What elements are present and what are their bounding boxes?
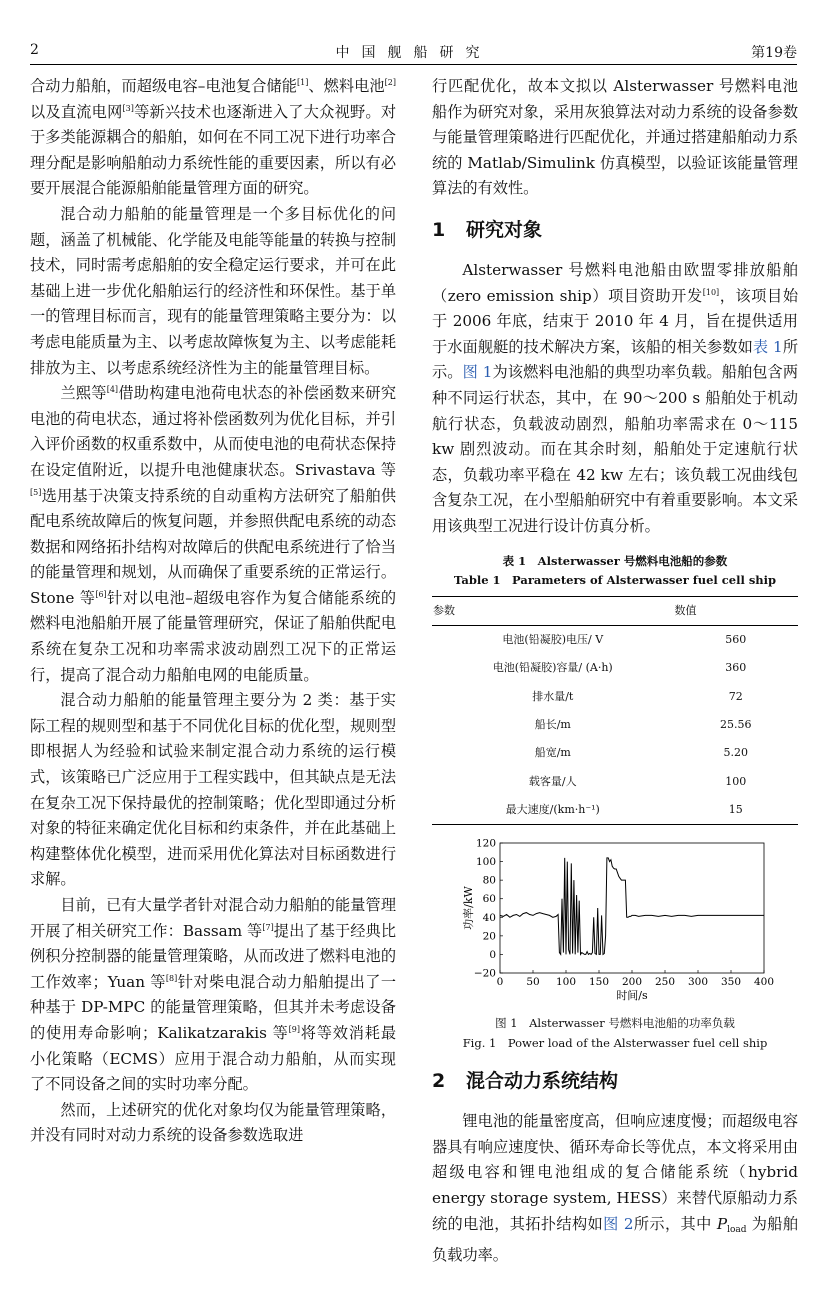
left-column (30, 74, 396, 1149)
table-row: 电池(铅凝胶)容量/ (A·h) 360 (492, 661, 747, 675)
paragraph: 然而，上述研究的优化对象均仅为能量管理策略，并没有同时对动力系统的设备参数选取进 (30, 1100, 396, 1145)
x-tick-label: 150 (588, 976, 610, 989)
section-heading-2: 2 混合动力系统结构 (432, 1070, 619, 1093)
table-header: 数值 (674, 596, 798, 625)
x-tick-label: 0 (496, 976, 504, 989)
table-row: 电池(铅凝胶)电压/ V 560 (502, 632, 747, 646)
paragraph: 锂电池的能量密度高，但响应速度慢；而超级电容器具有响应速度快、循环寿命长等优点，本文将采用由超级电容和锂电池组成的复合储能系统（hybrid energy storage system, HESS）来替代原船动力系统的电池，其拓扑结构如图 2所示，其中 $P_{load}$ 为船舶负载功率。 (432, 1112, 799, 1265)
parameters-table (432, 596, 798, 826)
power-load-chart (432, 833, 798, 1013)
paragraph: 兰熙等[4]借助构建电池荷电状态的补偿函数来研究电池的荷电状态，通过将补偿函数列为优化目标，并引入评价函数的权重系数中，从而使电池的电荷状态保持在设定值附近，以提升电池健康状态。Srivastava 等[5]选用基于决策支持系统的自动重构方法研究了船舶供配电系统故障后的恢复问题，并参照供配电系统的动态数据和网络拓扑结构对故障后的供配电系统进行了恰当的能量管理和规划，从而确保了重要系统的正常运行。Stone 等[6]针对以电池–超级电容作为复合储能系统的燃料电池船舶开展了能量管理研究，保证了船舶供配电系统在复杂工况和功率需求波动剧烈工况下的正常运行，提高了混合动力船舶电网的电能质量。 (30, 384, 397, 684)
x-tick-label: 50 (526, 976, 540, 989)
x-tick-label: 400 (753, 976, 775, 989)
paragraph: 混合动力船舶的能量管理主要分为 2 类：基于实际工程的规则型和基于不同优化目标的优化型，规则型即根据人为经验和试验来制定混合动力系统的运行模式，该策略已广泛应用于工程实践中，但其缺点是无法在复杂工况下保持最优的控制策略；优化型即通过分析对象的特征来确定优化目标和约束条件，并在此基础上构建整体优化模型，进而采用优化算法对目标函数进行求解。 (30, 691, 396, 889)
table-header: 参数 (432, 596, 674, 625)
table-row: 船长/m 25.56 (534, 718, 752, 732)
y-tick-label: 0 (489, 949, 496, 962)
table-row: 船宽/m 5.20 (534, 746, 749, 760)
series-line-0 (500, 858, 764, 955)
figure-2-link[interactable]: 图 2 (603, 1214, 634, 1233)
y-axis-label: 功率/kW (462, 886, 475, 931)
citation-6[interactable]: [6] (95, 589, 107, 599)
table-row: 最大速度/(km·h⁻¹) 15 (432, 796, 798, 825)
citation-9[interactable]: [9] (288, 1024, 300, 1034)
page-header (30, 42, 797, 64)
y-tick-label: 40 (482, 912, 496, 925)
citation-3[interactable]: [3] (122, 103, 134, 113)
plot-frame (500, 843, 764, 973)
paragraph: 合动力船舶，而超级电容–电池复合储能[1]、燃料电池[2]以及直流电网[3]等新兴技术也逐渐进入了大众视野。对于多类能源耦合的船舶，如何在不同工况下进行功率合理分配是影响船舶动力系统性能的重要因素，所以有必要开展混合能源船舶能量管理方面的研究。 (30, 77, 397, 198)
paragraph: 混合动力船舶的能量管理是一个多目标优化的问题，涵盖了机械能、化学能及电能等能量的转换与控制技术，同时需考虑船舶的安全稳定运行要求，并可在此基础上进一步优化船舶运行的经济性和环保性。基于单一的管理目标而言，现有的能量管理策略主要分为：以考虑电能质量为主、以考虑故障恢复为主、以考虑能耗排放为主、以考虑系统经济性为主的能量管理目标。 (30, 204, 396, 377)
x-axis-label: 时间/s (616, 989, 648, 1003)
citation-1[interactable]: [1] (296, 77, 309, 87)
paragraph: 行匹配优化，故本文拟以 Alsterwasser 号燃料电池船作为研究对象，采用灰狼算法对动力系统的设备参数与能量管理策略进行匹配优化，并通过搭建船舶动力系统的 Matlab/Simulink 仿真模型，以验证该能量管理算法的有效性。 (432, 77, 798, 198)
x-tick-label: 100 (555, 976, 577, 989)
table-caption: 表 1 Alsterwasser 号燃料电池船的参数 Table 1 Parameters of Alsterwasser fuel cell ship (453, 553, 777, 587)
y-tick-label: 120 (475, 837, 496, 850)
citation-4[interactable]: [4] (106, 385, 119, 395)
y-tick-label: 20 (482, 930, 496, 943)
x-tick-label: 250 (654, 976, 676, 989)
citation-8[interactable]: [8] (165, 973, 178, 983)
volume-label: 第19卷 (751, 45, 797, 61)
journal-title: 中国舰船研究 (335, 45, 492, 61)
figure-1-link[interactable]: 图 1 (462, 363, 493, 382)
paragraph: Alsterwasser 号燃料电池船由欧盟零排放船舶（zero emission ship）项目资助开发[10]，该项目始于 2006 年底，结束于 2010 年 4 月，旨在提供适用于水面舰艇的技术解决方案，该船的相关参数如表 1所示。图 1为该燃料电池船的典型功率负载。船舶包含两种不同运行状态，其中，在 90～200 s 船舶处于机动航行状态，负载波动剧烈，船舶功率需求在 0～115 kw 剧烈波动。而在其余时刻，船舶处于定速航行状态，负载功率平稳在 42 kw 左右；该负载工况曲线包含复杂工况，在小型船舶研究中有着重要影响。本文采用该典型工况进行设计仿真分析。 (432, 260, 799, 535)
paragraph: 目前，已有大量学者针对混合动力船舶的能量管理开展了相关研究工作：Bassam 等[7]提出了基于经典比例积分控制器的能量管理策略，从而改进了燃料电池的工作效率；Yuan 等[8]针对柴电混合动力船舶提出了一种基于 DP-MPC 的能量管理策略，但其并未考虑设备的使用寿命影响；Kalikatzarakis 等[9]将等效消耗最小化策略（ECMS）应用于混合动力船舶，从而实现了不同设备之间的实时功率分配。 (30, 896, 397, 1094)
table-row: 载客量/人 100 (528, 774, 747, 788)
citation-10[interactable]: [10] (702, 287, 720, 297)
y-tick-label: −20 (473, 967, 496, 980)
citation-5[interactable]: [5] (30, 487, 42, 497)
x-tick-label: 300 (687, 976, 709, 989)
chart-svg (432, 833, 798, 1013)
page-number: 2 (30, 42, 39, 58)
y-tick-label: 100 (475, 856, 496, 869)
header-rule (30, 64, 797, 65)
citation-2[interactable]: [2] (384, 77, 397, 87)
table-1-link[interactable]: 表 1 (752, 337, 783, 356)
x-tick-label: 200 (621, 976, 643, 989)
right-column (432, 74, 798, 1269)
y-tick-label: 60 (482, 893, 496, 906)
figure-caption: 图 1 Alsterwasser 号燃料电池船的功率负载 Fig. 1 Power load of the Alsterwasser fuel cell ship (462, 1016, 768, 1051)
citation-7[interactable]: [7] (262, 922, 274, 932)
x-tick-label: 350 (720, 976, 742, 989)
y-tick-label: 80 (482, 874, 496, 887)
table-row: 排水量/t 72 (532, 689, 743, 703)
section-heading-1: 1 研究对象 (432, 218, 543, 241)
